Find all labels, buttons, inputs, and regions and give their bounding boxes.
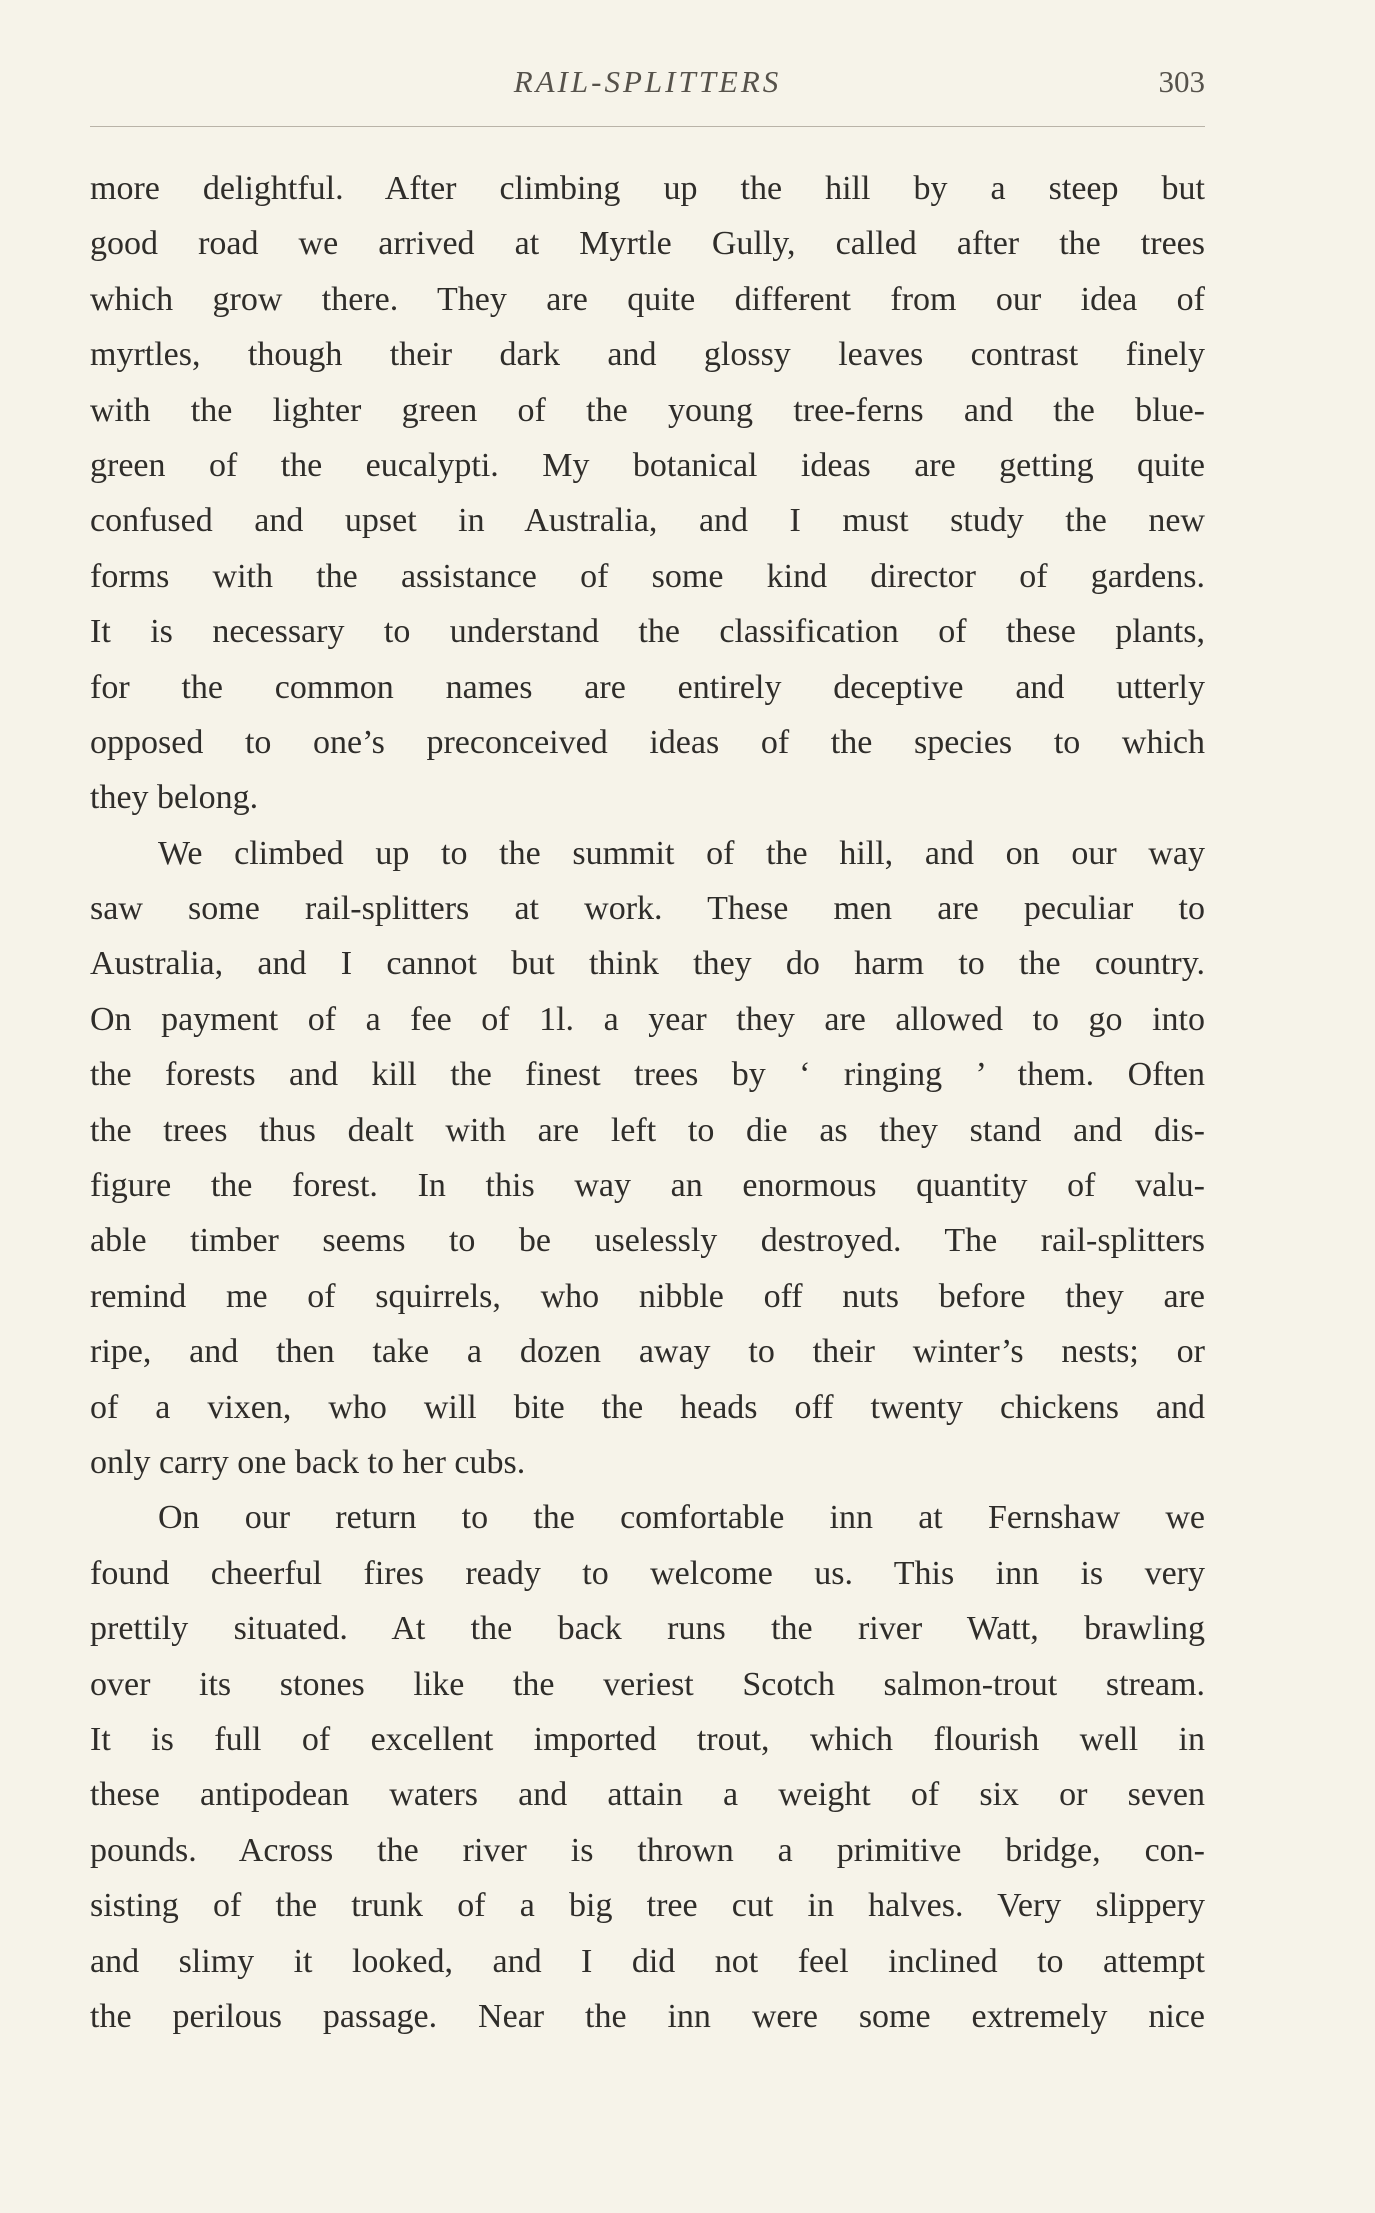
- text-line: green of the eucalypti. My botanical ideas are getting quite: [90, 446, 1205, 484]
- page-header: [90, 62, 1205, 102]
- page-number: 303: [1158, 64, 1205, 99]
- text-line: On payment of a fee of 1l. a year they are allowed to go into: [90, 1000, 1205, 1038]
- header-divider: [90, 126, 1205, 127]
- text-line: of a vixen, who will bite the heads off twenty chickens and: [90, 1388, 1205, 1426]
- text-line: these antipodean waters and attain a weight of six or seven: [90, 1776, 1205, 1814]
- text-line: pounds. Across the river is thrown a primitive bridge, con-: [90, 1831, 1205, 1869]
- text-line: It is necessary to understand the classification of these plants,: [90, 613, 1205, 651]
- text-line: good road we arrived at Myrtle Gully, called after the trees: [90, 225, 1205, 263]
- text-line: prettily situated. At the back runs the river Watt, brawling: [90, 1610, 1205, 1648]
- text-line: which grow there. They are quite different from our idea of: [90, 280, 1205, 318]
- text-line: over its stones like the veriest Scotch salmon-trout stream.: [90, 1665, 1205, 1703]
- text-line: myrtles, though their dark and glossy leaves contrast finely: [90, 336, 1205, 374]
- text-line: found cheerful fires ready to welcome us. This inn is very: [90, 1554, 1205, 1592]
- text-line: forms with the assistance of some kind director of gardens.: [90, 557, 1205, 595]
- text-line: more delightful. After climbing up the hill by a steep but: [90, 170, 1205, 207]
- text-line: We climbed up to the summit of the hill, and on our way: [158, 834, 1205, 872]
- text-line: confused and upset in Australia, and I must study the new: [90, 502, 1205, 540]
- text-line: for the common names are entirely deceptive and utterly: [90, 668, 1205, 706]
- text-line: remind me of squirrels, who nibble off nuts before they are: [90, 1277, 1205, 1315]
- text-line: sisting of the trunk of a big tree cut in halves. Very slippery: [90, 1887, 1205, 1925]
- paragraph-3: [90, 1490, 1205, 2044]
- paragraph-1: [90, 161, 1205, 826]
- text-line: able timber seems to be uselessly destroyed. The rail-splitters: [90, 1222, 1205, 1260]
- text-line: the forests and kill the finest trees by ‘ ringing ’ them. Often: [90, 1056, 1205, 1094]
- text-line: and slimy it looked, and I did not feel inclined to attempt: [90, 1942, 1205, 1980]
- text-line: ripe, and then take a dozen away to their winter’s nests; or: [90, 1333, 1205, 1371]
- text-line: On our return to the comfortable inn at Fernshaw we: [158, 1499, 1205, 1537]
- text-line: the trees thus dealt with are left to die as they stand and dis-: [90, 1111, 1205, 1149]
- text-line: they belong.: [90, 779, 259, 817]
- text-line: with the lighter green of the young tree-ferns and the blue-: [90, 391, 1205, 429]
- text-line: It is full of excellent imported trout, which flourish well in: [90, 1720, 1205, 1758]
- text-line: figure the forest. In this way an enormous quantity of valu-: [90, 1167, 1205, 1205]
- text-line: only carry one back to her cubs.: [90, 1443, 526, 1481]
- text-line: Australia, and I cannot but think they do harm to the country.: [90, 945, 1205, 983]
- paragraph-2: [90, 826, 1205, 1491]
- text-line: opposed to one’s preconceived ideas of the species to which: [90, 723, 1205, 761]
- text-line: the perilous passage. Near the inn were some extremely nice: [90, 1997, 1205, 2035]
- text-line: saw some rail-splitters at work. These men are peculiar to: [90, 890, 1205, 928]
- body-text: [90, 161, 1205, 2044]
- running-title: RAIL-SPLITTERS: [513, 64, 782, 99]
